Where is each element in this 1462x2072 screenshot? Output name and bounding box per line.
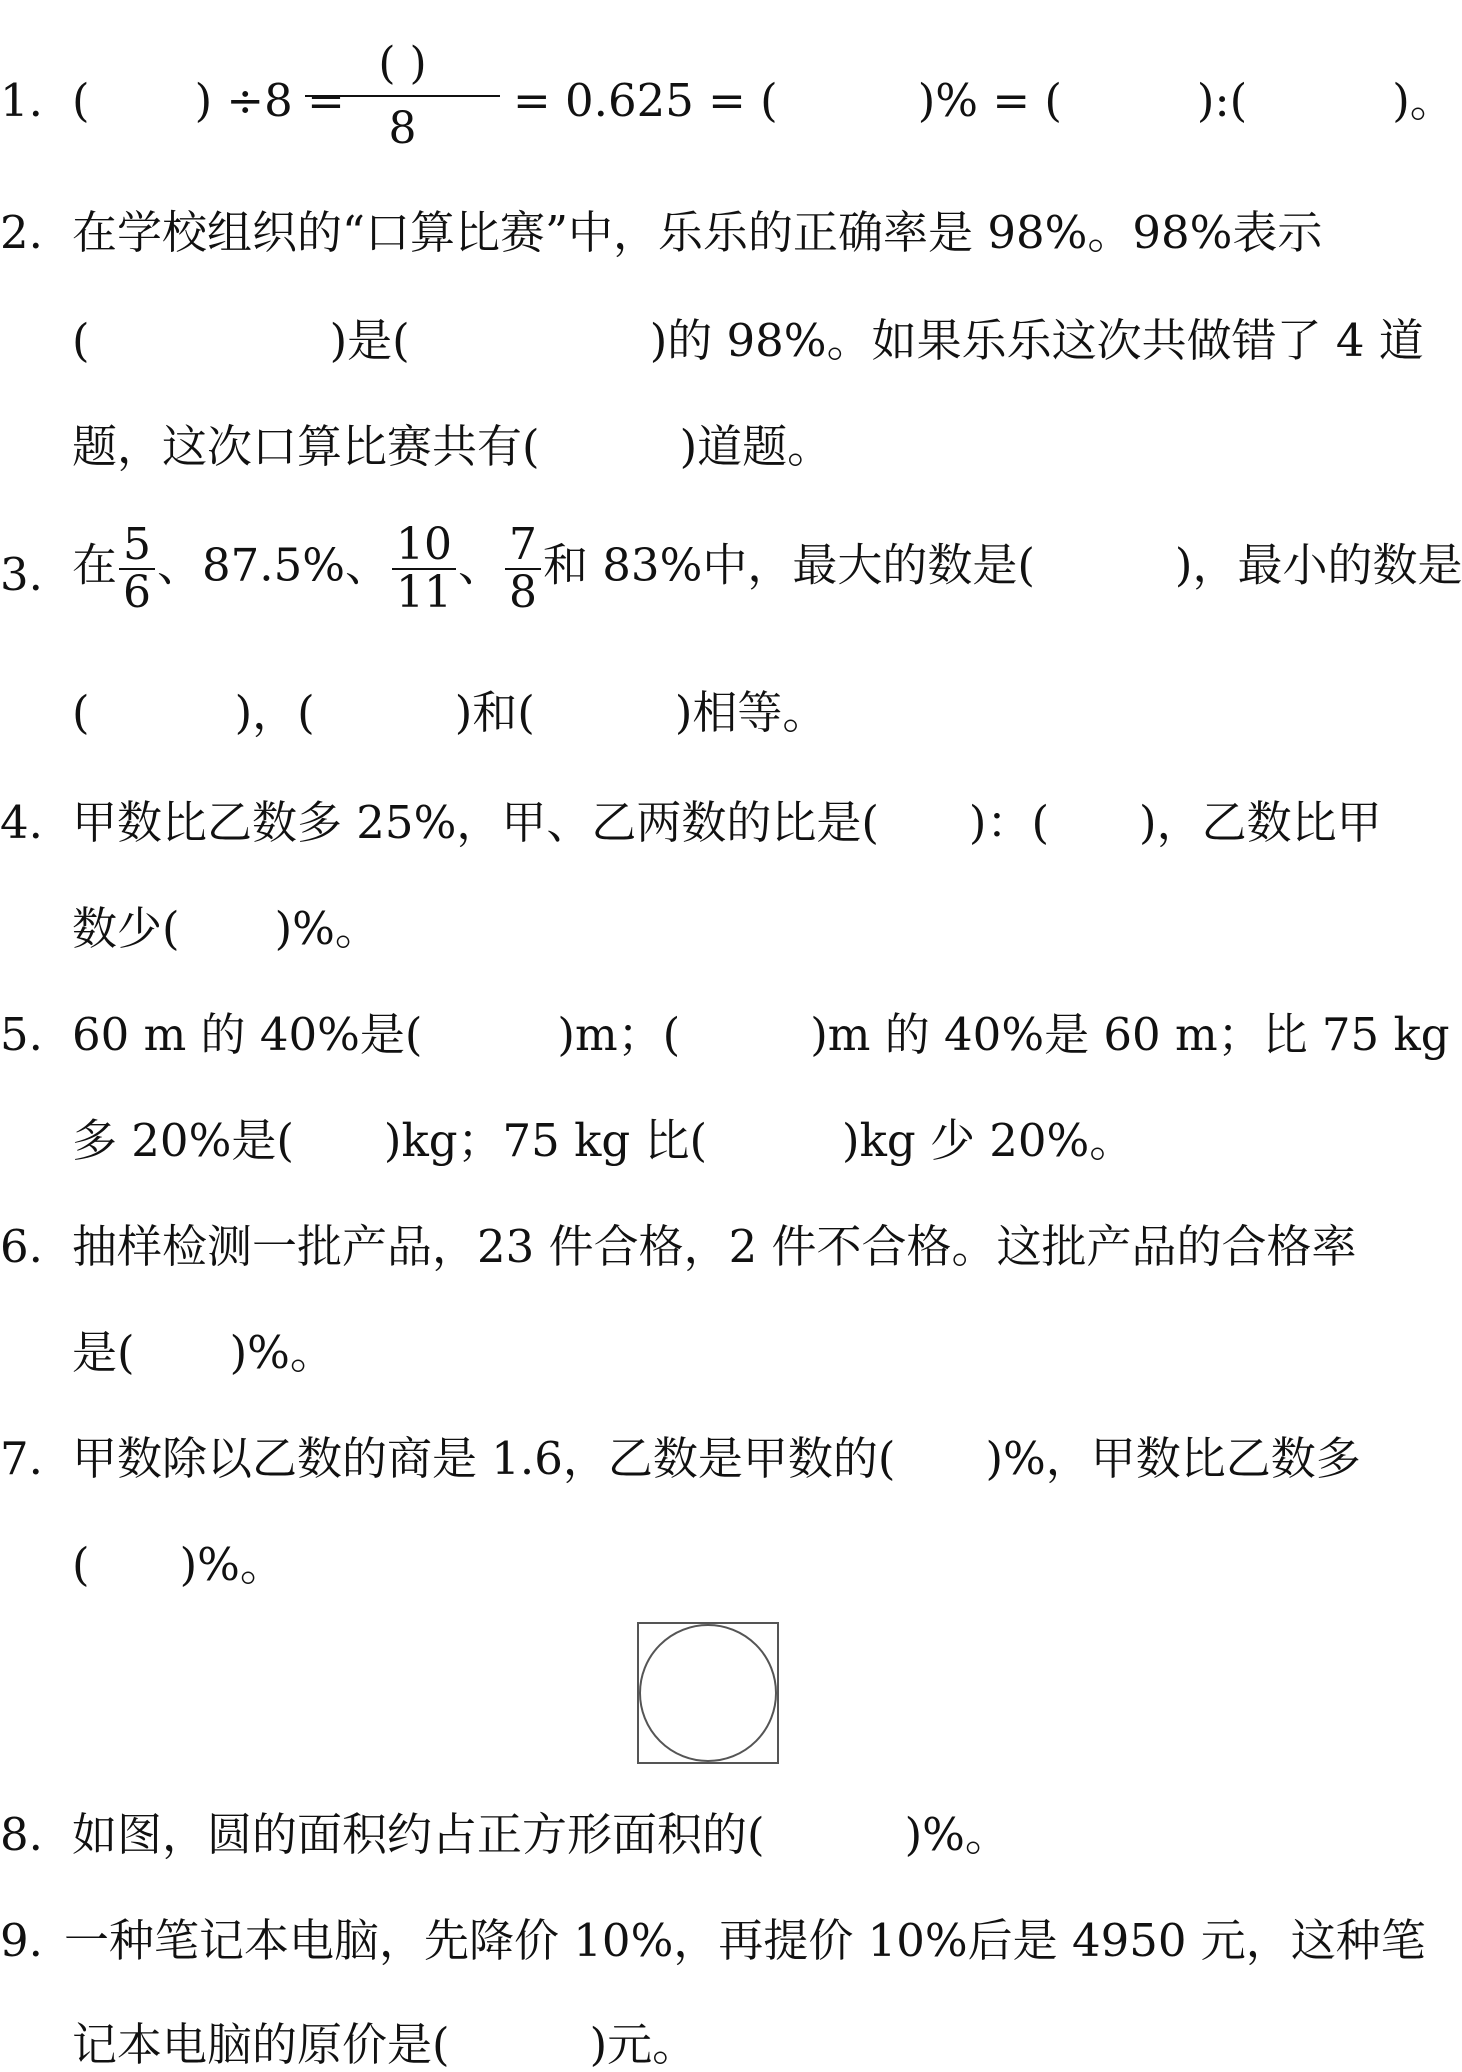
fraction-blank-over-8 — [305, 38, 500, 154]
question-text: 抽样检测一批产品，23 件合格，2 件不合格。这批产品的合格率 — [72, 1220, 1357, 1273]
question-number: 2. — [0, 206, 43, 259]
question-number: 8. — [0, 1808, 43, 1861]
fraction-denominator: 8 — [388, 103, 417, 154]
question-text: 在学校组织的“口算比赛”中，乐乐的正确率是 98%。98%表示 — [72, 206, 1323, 259]
fraction-7-8: $\frac{7}{8}$ — [505, 522, 541, 616]
question-text: 甲数除以乙数的商是 1.6，乙数是甲数的( )%，甲数比乙数多 — [72, 1432, 1361, 1485]
fraction-5-6: $\frac{5}{6}$ — [119, 522, 155, 616]
inscribed-circle-icon — [639, 1624, 777, 1762]
question-text: 在 $\frac{5}{6}$ 、87.5%、 $\frac{10}{11}$ 、 $\frac{7}{8}$ 和 83%中，最大的数是( )，最小的数是 — [72, 519, 1462, 619]
question-text: = 0.625 = ( )% = ( ):( )。 — [513, 74, 1455, 127]
question-number: 1. — [0, 74, 43, 127]
question-text: 一种笔记本电脑，先降价 10%，再提价 10%后是 4950 元，这种笔 — [64, 1914, 1426, 1967]
fraction-numerator[interactable]: ( ) — [305, 38, 500, 97]
question-text: ( ) ÷8 = — [72, 74, 345, 127]
question-number: 3. — [0, 548, 43, 601]
fraction-10-11: $\frac{10}{11}$ — [392, 522, 456, 616]
question-text: 60 m 的 40%是( )m；( )m 的 40%是 60 m；比 75 kg — [72, 1008, 1450, 1061]
question-number: 5. — [0, 1008, 43, 1061]
question-text: 甲数比乙数多 25%，甲、乙两数的比是( )：( )，乙数比甲 — [72, 796, 1382, 849]
question-number: 7. — [0, 1432, 43, 1485]
question-number: 6. — [0, 1220, 43, 1273]
question-text: 如图，圆的面积约占正方形面积的( )%。 — [72, 1808, 1010, 1861]
circle-in-square-figure — [637, 1622, 779, 1764]
question-number: 9. — [0, 1914, 43, 1967]
question-number: 4. — [0, 796, 43, 849]
